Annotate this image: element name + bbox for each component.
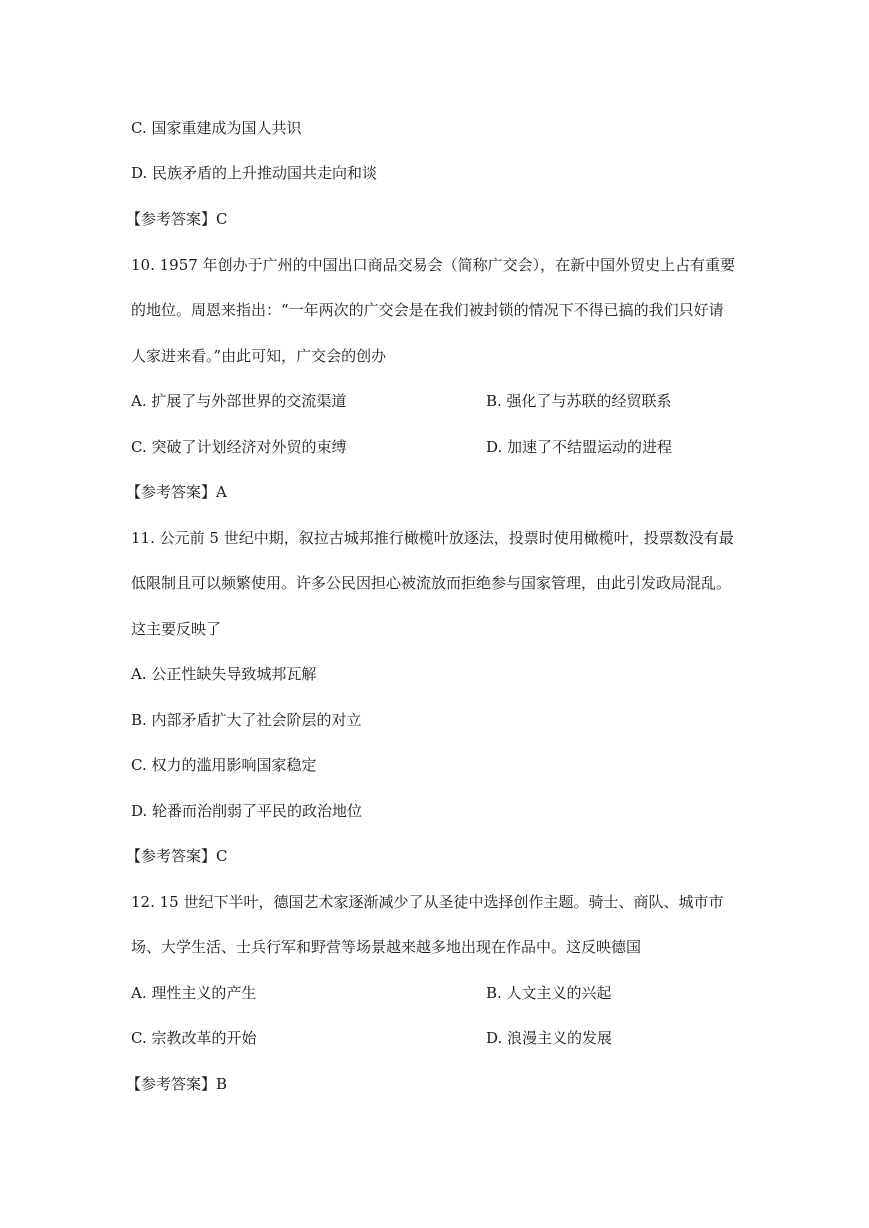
q11-text-line-2: 低限制且可以频繁使用。许多公民因担心被流放而拒绝参与国家管理，由此引发政局混乱。 xyxy=(131,574,732,592)
q11-option-d: D. 轮番而治削弱了平民的政治地位 xyxy=(131,802,363,820)
q12-answer: 【参考答案】B xyxy=(126,1075,228,1093)
q9-option-d: D. 民族矛盾的上升推动国共走向和谈 xyxy=(131,164,378,182)
q9-answer: 【参考答案】C xyxy=(126,210,228,228)
q12-text-line-1: 12. 15 世纪下半叶，德国艺术家逐渐减少了从圣徒中选择创作主题。骑士、商队、城市市 xyxy=(131,893,724,911)
q11-option-a: A. 公正性缺失导致城邦瓦解 xyxy=(131,665,317,683)
q10-text-line-1: 10. 1957 年创办于广州的中国出口商品交易会（简称广交会），在新中国外贸史上占有重要 xyxy=(131,256,736,274)
q10-option-c: C. 突破了计划经济对外贸的束缚 xyxy=(131,438,347,456)
q11-text-line-3: 这主要反映了 xyxy=(131,620,222,638)
q11-option-b: B. 内部矛盾扩大了社会阶层的对立 xyxy=(131,711,362,729)
q10-option-d: D. 加速了不结盟运动的进程 xyxy=(486,438,673,456)
q12-option-d: D. 浪漫主义的发展 xyxy=(486,1029,613,1047)
q10-option-a: A. 扩展了与外部世界的交流渠道 xyxy=(131,392,347,410)
q11-text-line-1: 11. 公元前 5 世纪中期，叙拉古城邦推行橄榄叶放逐法，投票时使用橄榄叶，投票数没有最 xyxy=(131,529,734,547)
q12-option-c: C. 宗教改革的开始 xyxy=(131,1029,257,1047)
q12-option-b: B. 人文主义的兴起 xyxy=(486,984,612,1002)
q9-option-c: C. 国家重建成为国人共识 xyxy=(131,119,302,137)
q12-option-a: A. 理性主义的产生 xyxy=(131,984,257,1002)
q12-text-line-2: 场、大学生活、士兵行军和野营等场景越来越多地出现在作品中。这反映德国 xyxy=(131,938,642,956)
q10-option-b: B. 强化了与苏联的经贸联系 xyxy=(486,392,672,410)
q11-option-c: C. 权力的滥用影响国家稳定 xyxy=(131,756,317,774)
q11-answer: 【参考答案】C xyxy=(126,847,228,865)
q10-text-line-3: 人家进来看。”由此可知，广交会的创办 xyxy=(131,347,387,365)
q10-answer: 【参考答案】A xyxy=(126,483,227,501)
q10-text-line-2: 的地位。周恩来指出：“一年两次的广交会是在我们被封锁的情况下不得已搞的我们只好请 xyxy=(131,301,724,319)
